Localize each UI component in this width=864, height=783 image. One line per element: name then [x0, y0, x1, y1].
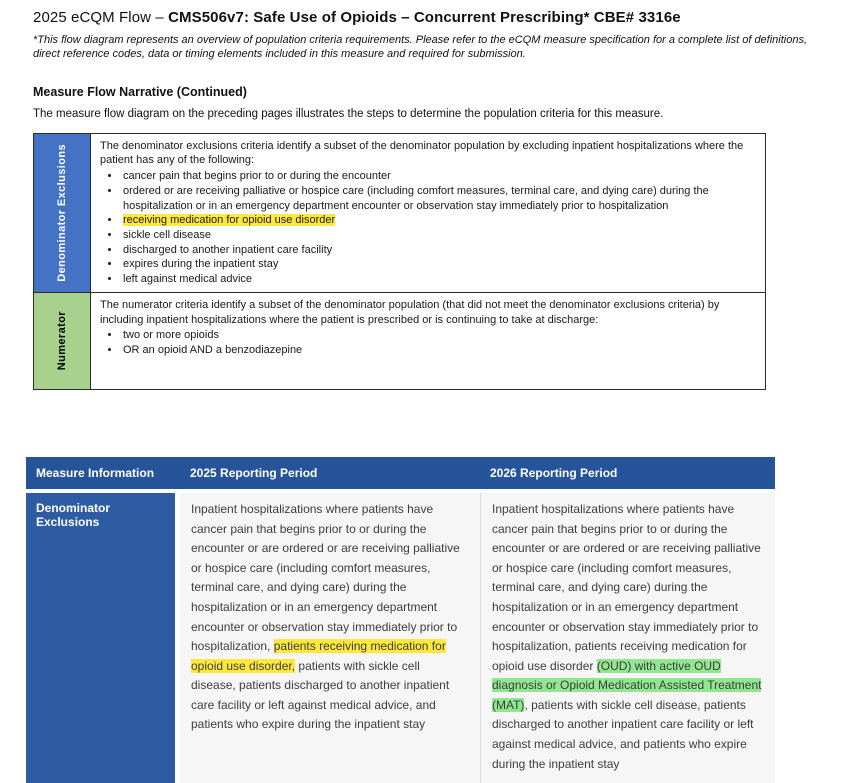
flow-row-numerator — [34, 292, 765, 389]
flow-row-content — [91, 293, 765, 389]
bullet-item — [121, 243, 755, 258]
flow-row-intro: The numerator criteria identify a subset of the denominator population (that did not meet the denominator exclusions criteria) by including inpatient hospitalizations where the patient is prescribed or is continuing to take at discharge: — [100, 298, 720, 326]
text-segment: Inpatient hospitalizations where patients have cancer pain that begins prior to or during the encounter or are ordered or are receiving palliative or hospice care (including comfort measures, terminal care, and dying care) during the hospitalization or in an emergency department encounter or observation stay immediately prior to hospitalization, patients receiving medication for opioid use disorder — [492, 501, 761, 673]
bullet-item — [121, 257, 755, 272]
bullet-item — [121, 213, 755, 228]
flow-row-label: Numerator — [56, 311, 68, 371]
header-cell-2026-reporting-period: 2026 Reporting Period — [490, 465, 618, 480]
text-segment: patients with sickle cell disease, patients discharged to another inpatient care facility or left against medical advice, and patients who expire during the inpatient stay — [191, 658, 450, 732]
narrative-intro: The measure flow diagram on the preceding pages illustrates the steps to determine the population criteria for this measure. — [33, 107, 664, 120]
bullet-list — [100, 169, 755, 287]
bullet-item — [121, 228, 755, 243]
text-segment: left against medical advice — [123, 273, 253, 286]
header-cell-2025-reporting-period: 2025 Reporting Period — [190, 465, 318, 480]
text-segment: ordered or are receiving palliative or hospice care (including comfort measures, terminal care, and dying care) during the hospitalization or in an emergency department encounter or observation stay immediately prior to hospitalization — [123, 184, 709, 212]
text-segment: discharged to another inpatient care facility — [123, 243, 333, 256]
flow-row-label: Denominator Exclusions — [56, 143, 68, 282]
reporting-period-comparison-table — [26, 457, 775, 783]
flow-row-label-cell — [34, 134, 91, 292]
highlighted-text: patients receiving medication for opioid use disorder, — [191, 639, 446, 673]
cell-2026-reporting-period — [480, 493, 775, 783]
row-label-denominator-exclusions: Denominator Exclusions — [26, 493, 180, 783]
flow-row-denominator-exclusions — [34, 134, 765, 292]
flow-row-intro: The denominator exclusions criteria identify a subset of the denominator population by excluding inpatient hospitalizations where the patient has any of the following: — [100, 139, 744, 167]
text-segment: , patients with sickle cell disease, patients discharged to another inpatient care facility or left against medical advice, and patients who expire during the inpatient stay — [492, 697, 754, 771]
comparison-table-body-row — [26, 493, 775, 783]
text-segment: sickle cell disease — [123, 229, 212, 241]
flow-row-label-cell — [34, 293, 91, 389]
bullet-list — [100, 328, 755, 357]
header-cell-measure-information: Measure Information — [36, 465, 155, 480]
cell-2025-reporting-period — [180, 493, 480, 783]
measure-flow-table — [33, 133, 766, 390]
text-segment: OR an opioid AND a benzodiazepine — [123, 344, 303, 357]
highlighted-text: receiving medication for opioid use disorder — [123, 214, 336, 227]
bullet-item — [121, 343, 755, 358]
page-title-main: CMS506v7: Safe Use of Opioids – Concurrent Prescribing* CBE# 3316e — [168, 9, 681, 26]
text-segment: expires during the inpatient stay — [123, 258, 279, 271]
page-title-prefix: 2025 eCQM Flow – — [33, 9, 169, 26]
highlighted-text: (OUD) with active OUD diagnosis or Opioid Medication Assisted Treatment (MAT) — [492, 658, 762, 712]
text-segment: Inpatient hospitalizations where patients have cancer pain that begins prior to or during the encounter or are ordered or are receiving palliative or hospice care (including comfort measures, terminal care, and dying care) during the hospitalization or in an emergency department encounter or observation stay immediately prior to hospitalization, — [191, 501, 460, 654]
disclaimer-note: *This flow diagram represents an overview of population criteria requirements. Please refer to the eCQM measure specification for a complete list of definitions, direct reference codes, data or timing elements included in this measure and required for submission. — [33, 34, 808, 61]
bullet-item — [121, 272, 755, 287]
text-segment: two or more opioids — [123, 329, 219, 342]
bullet-item — [121, 328, 755, 343]
page-title — [33, 9, 864, 26]
narrative-heading: Measure Flow Narrative (Continued) — [33, 84, 247, 99]
comparison-table-header-row — [26, 457, 775, 489]
flow-row-content — [91, 134, 765, 292]
bullet-item — [121, 169, 755, 184]
text-segment: cancer pain that begins prior to or during the encounter — [123, 170, 391, 183]
bullet-item — [121, 184, 755, 213]
